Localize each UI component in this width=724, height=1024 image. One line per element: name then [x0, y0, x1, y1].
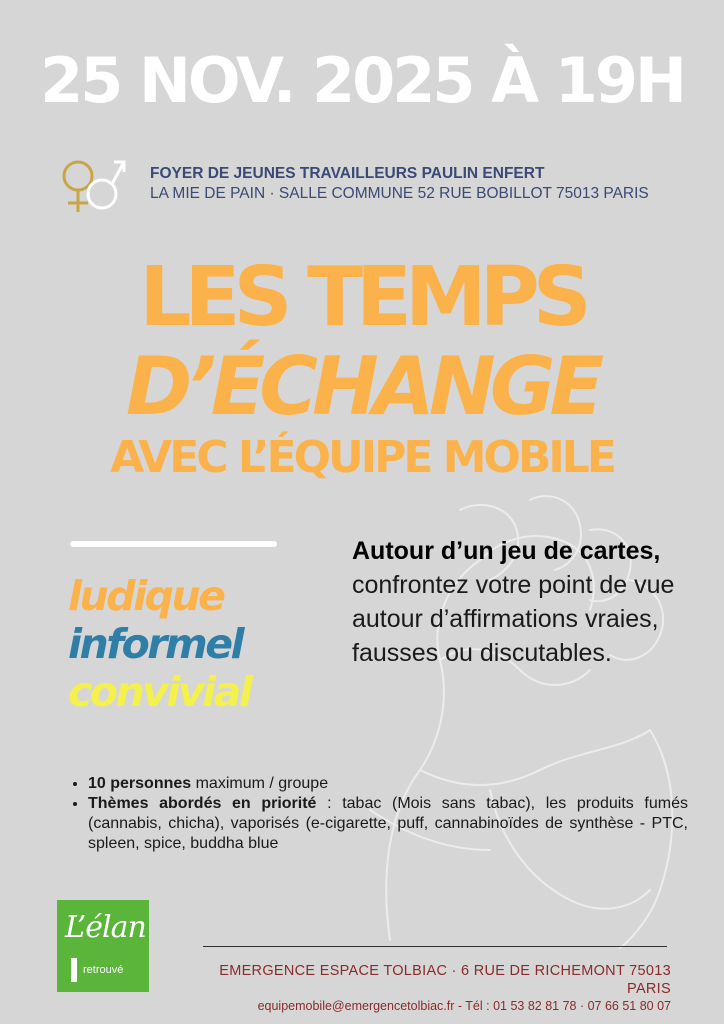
elan-retrouve-logo — [57, 900, 149, 992]
venue-info — [150, 164, 649, 204]
footer-rule — [203, 946, 667, 947]
footer-contact: equipemobile@emergencetolbiac.fr - Tél : 01 53 82 81 78 · 07 66 51 80 07 — [257, 999, 671, 1013]
list-item — [88, 794, 688, 854]
logo-bar — [71, 958, 77, 982]
footer-org: EMERGENCE ESPACE TOLBIAC · 6 RUE DE RICHEMONT 75013 PARIS — [219, 963, 671, 997]
bullet-bold: 10 personnes — [88, 775, 192, 792]
logo-sub: retrouvé — [83, 964, 124, 976]
logo-script: L’élan — [65, 910, 146, 945]
title-line-3: AVEC L’ÉQUIPE MOBILE — [110, 432, 614, 483]
divider — [70, 541, 277, 547]
venue-address: LA MIE DE PAIN · SALLE COMMUNE 52 RUE BOBILLOT 75013 PARIS — [150, 185, 649, 202]
details-list — [70, 774, 688, 854]
footer — [203, 962, 671, 1014]
event-date: 25 NOV. 2025 À 19H — [40, 44, 684, 117]
adjective-convivial: convivial — [68, 668, 251, 716]
description — [352, 534, 682, 670]
title-line-1: LES TEMPS — [139, 250, 585, 345]
description-strong: Autour d’un jeu de cartes, — [352, 537, 661, 565]
title-line-2: D’ÉCHANGE — [125, 340, 599, 433]
gender-symbols-icon — [54, 150, 134, 220]
adjective-ludique: ludique — [68, 572, 224, 620]
bullet-text: maximum / groupe — [191, 775, 329, 792]
adjective-informel: informel — [68, 620, 243, 668]
bullet-text: : tabac (Mois sans tabac), les produits fumés (cannabis, chicha), vaporisés (e-cigarette, puff, cannabinoïdes de synthèse - PTC, spleen, spice, buddha blue — [88, 795, 688, 852]
bullet-bold: Thèmes abordés en priorité — [88, 795, 317, 812]
list-item — [88, 774, 688, 794]
description-rest: confrontez votre point de vue autour d’affirmations vraies, fausses ou discutables. — [352, 571, 675, 667]
venue-name: FOYER DE JEUNES TRAVAILLEURS PAULIN ENFERT — [150, 165, 545, 182]
